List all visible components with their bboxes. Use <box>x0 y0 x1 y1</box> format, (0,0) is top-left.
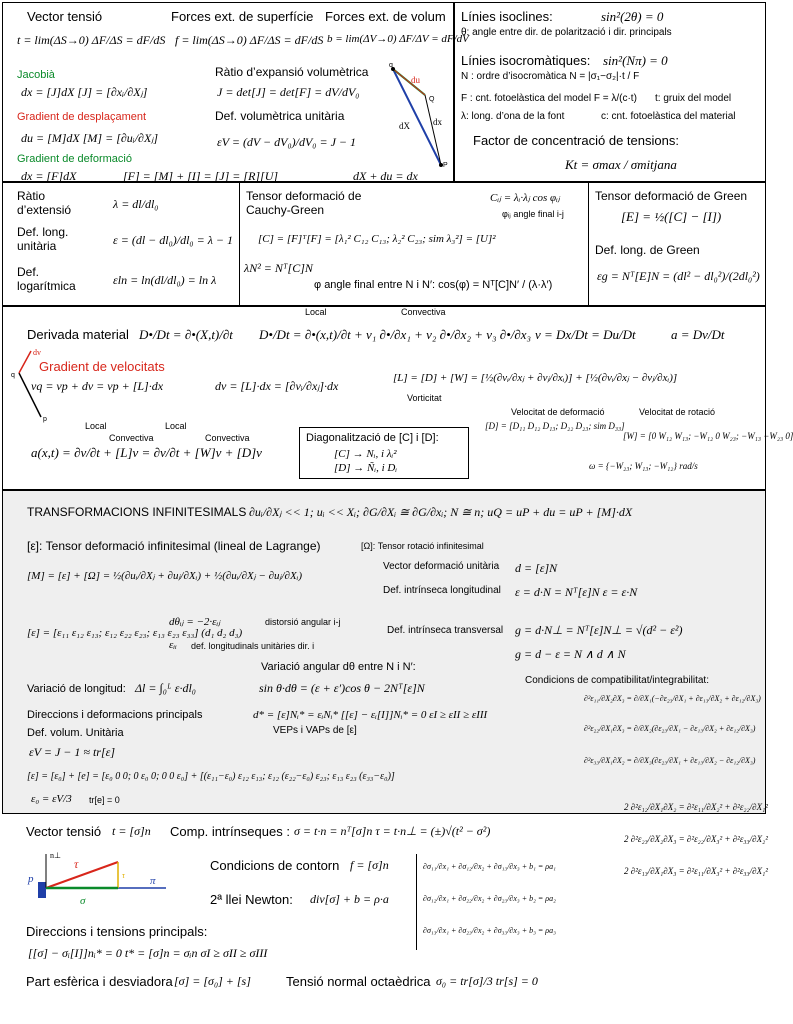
convectiva-label-1: Convectiva <box>401 307 446 317</box>
grad-desp-label: Gradient de desplaçament <box>17 111 147 123</box>
var-ang-eq: sin θ·dθ = (ε + ε′)cos θ − 2Nᵀ[ε]N <box>259 681 425 695</box>
newton-1: ∂σ₁₁/∂x₁ + ∂σ₁₂/∂x₂ + ∂σ₁₃/∂x₃ + b₁ = ρa₁ <box>423 862 556 871</box>
veps-label: VEPs i VAPs de [ε] <box>273 725 357 736</box>
lambda-desc: λ: long. d’ona de la font <box>461 111 565 122</box>
label-p: p <box>28 873 34 885</box>
diag-line-1: [C] → Nᵢ, i λᵢ² <box>334 448 397 460</box>
grad-def-eq2: [F] = [M] + [I] = [J] = [R][U] <box>123 169 279 183</box>
label-nperp: n⊥ <box>50 851 61 860</box>
isocromatiques-eq: sin²(Nπ) = 0 <box>603 53 668 68</box>
diag-p2: p <box>43 416 47 423</box>
isoclines-desc: θ: angle entre dir. de polarització i dir. principals <box>461 27 672 38</box>
grad-def-label: Gradient de deformació <box>17 153 132 165</box>
vector-tensio-label: Vector tensió <box>27 9 103 24</box>
eps-ii: εᵢᵢ <box>169 639 177 651</box>
der-spatial-eq: D•/Dt = ∂•(x,t)/∂t + v₁ ∂•/∂x₁ + v₂ ∂•/∂x₂ + v₃ ∂•/∂x₃ <box>259 327 532 342</box>
section-material-derivative <box>2 306 793 490</box>
grad-vel-label: Gradient de velocitats <box>39 359 165 374</box>
ratio-ext-eq: λ = dl/dl₀ <box>113 197 159 211</box>
def-green-eq: εg = Nᵀ[E]N = (dl² − dl₀²)/(2dl₀²) <box>597 269 760 283</box>
d-matrix: [D] = [D₁₁ D₁₂ D₁₃; D₂₂ D₂₃; sim D₃₃] <box>485 421 625 431</box>
isocromatiques-label: Línies isocromàtiques: <box>461 53 591 68</box>
phi-desc: φᵢⱼ angle final i-j <box>502 209 564 219</box>
diag-dx: dx <box>433 117 442 127</box>
section-photoelasticity <box>454 2 766 182</box>
section-stress <box>2 814 766 1022</box>
diag-p: P <box>443 162 448 169</box>
def-vol-u-label: Def. volum. Unitària <box>27 727 124 739</box>
sum-eq: dX + du = dx <box>353 169 418 183</box>
ratio-exp-label: Ràtio d’expansió volumètrica <box>215 65 369 79</box>
a-eq2: a(x,t) = ∂v/∂t + [L]v = ∂v/∂t + [W]v + [D]v <box>31 445 262 460</box>
stress-diagram <box>26 848 176 910</box>
convectiva-label-3: Convectiva <box>205 433 250 443</box>
newton-3: ∂σ₁₃/∂x₁ + ∂σ₂₃/∂x₂ + ∂σ₃₃/∂x₃ + b₃ = ρa₃ <box>423 926 556 935</box>
vec-tens-label: Vector tensió <box>26 824 102 839</box>
var-long-label: Variació de longitud: <box>27 683 126 695</box>
compat-4: 2 ∂²ε₁₂/∂X₁∂X₂ = ∂²ε₁₁/∂X₂² + ∂²ε₂₂/∂X₁² <box>624 802 768 812</box>
compat-5: 2 ∂²ε₂₃/∂X₂∂X₃ = ∂²ε₂₂/∂X₃² + ∂²ε₃₃/∂X₂² <box>624 834 768 844</box>
m-eq: [M] = [ε] + [Ω] = ½(∂uᵢ/∂Xⱼ + ∂uⱼ/∂Xᵢ) + ½(∂uᵢ/∂Xⱼ − ∂uⱼ/∂Xᵢ) <box>27 570 303 582</box>
f-desc: F : cnt. fotoelàstica del model F = λ/(c·t) <box>461 93 637 104</box>
forces-sup-label: Forces ext. de superfície <box>171 9 314 24</box>
omega-eq: ω = {−W₂₃; W₁₃; −W₁₂} rad/s <box>589 461 698 471</box>
eps-title: [ε]: Tensor deformació infinitesimal (lineal de Lagrange) <box>27 539 321 553</box>
g-eq: g = d − ε = N ∧ d ∧ N <box>515 647 626 661</box>
isoclines-label: Línies isoclines: <box>461 9 553 24</box>
diag-du: du <box>411 75 420 85</box>
tens-oct-eq: σ₀ = tr[σ]/3 tr[s] = 0 <box>436 974 538 988</box>
dir-def-label: Direccions i deformacions principals <box>27 709 203 721</box>
compat-3: ∂²ε₃₃/∂X₁∂X₂ = ∂/∂X₃(∂ε₂₃/∂X₁ + ∂ε₁₃/∂X₂ − ∂ε₁₂/∂X₃) <box>584 756 756 765</box>
def-vol-label: Def. volumètrica unitària <box>215 109 345 123</box>
diag-title: Diagonalització de [C] i [D]: <box>306 432 439 444</box>
dir-tens-eq: [[σ] − σᵢ[I]]nᵢ* = 0 t* = [σ]n = σᵢn σI ≥ σII ≥ σIII <box>28 946 268 960</box>
section-strain-measures <box>2 182 766 306</box>
phi-final: φ angle final entre N i N′: cos(φ) = Nᵀ[C]N′ / (λ·λ′) <box>314 279 553 291</box>
tre-eq: tr[e] = 0 <box>89 795 120 805</box>
a-eq: a = Dv/Dt <box>671 327 725 342</box>
diag-Q: Q <box>429 96 435 103</box>
l-eq: [L] = [D] + [W] = [½(∂vᵢ/∂xⱼ + ∂vⱼ/∂xᵢ)] + [½(∂vᵢ/∂xⱼ − ∂vⱼ/∂xᵢ)] <box>393 372 678 384</box>
def-int-trans-label: Def. intrínseca transversal <box>387 625 504 636</box>
du-vector <box>425 95 441 165</box>
compat-2: ∂²ε₂₂/∂X₁∂X₃ = ∂/∂X₂(∂ε₂₃/∂X₁ − ∂ε₁₃/∂X₂ + ∂ε₁₂/∂X₃) <box>584 724 756 733</box>
cij-eq: Cᵢⱼ = λᵢ·λⱼ cos φᵢⱼ <box>490 192 560 204</box>
part-esf-eq: [σ] = [σ₀] + [s] <box>174 974 251 988</box>
dX-line <box>393 69 425 95</box>
jacobia-label: Jacobià <box>17 69 55 81</box>
cauchy-green-box <box>239 183 589 305</box>
cond-cont-eq: f = [σ]n <box>350 858 389 872</box>
newton-2: ∂σ₁₂/∂x₁ + ∂σ₂₂/∂x₂ + ∂σ₂₃/∂x₃ + b₂ = ρa₂ <box>423 894 556 903</box>
dir-def-eq: d* = [ε]Nᵢ* = εᵢNᵢ* [[ε] − εᵢ[I]]Nᵢ* = 0 εI ≥ εII ≥ εIII <box>253 709 488 721</box>
label-sigma: σ <box>80 895 86 907</box>
dv-eq: dv = [L]·dx = [∂vᵢ/∂xⱼ]·dx <box>215 379 339 393</box>
decomp-eq: [ε] = [ε₀] + [e] = [ε₀ 0 0; 0 ε₀ 0; 0 0 ε₀] + [(ε₁₁−ε₀) ε₁₂ ε₁₃; ε₁₂ (ε₂₂−ε₀) ε₂₃; ε₁₃ ε₂₃ (ε₃₃−ε₀)] <box>27 771 395 782</box>
newton-label: 2ª llei Newton: <box>210 892 293 907</box>
compat-1: ∂²ε₁₁/∂X₂∂X₃ = ∂/∂X₁(−∂ε₂₃/∂X₁ + ∂ε₁₃/∂X₂ + ∂ε₁₂/∂X₃) <box>584 694 761 703</box>
ratio-ext-label: Ràtio d’extensió <box>17 189 72 217</box>
local-label-2: Local <box>85 421 107 431</box>
trans-inf-eq: ∂uᵢ/∂Xⱼ << 1; uᵢ << Xᵢ; ∂G/∂Xᵢ ≅ ∂G/∂xᵢ; N ≅ n; uQ = uP + du = uP + [M]·dX <box>249 505 633 519</box>
der-mat-label: Derivada material <box>27 327 129 342</box>
diag-dv: dv <box>33 348 41 357</box>
label-pi: π <box>150 875 156 887</box>
compat-label: Condicions de compatibilitat/integrabilitat: <box>525 675 709 686</box>
def-green-label: Def. long. de Green <box>595 243 700 257</box>
deformation-diagram <box>389 61 453 171</box>
cond-cont-label: Condicions de contorn <box>210 858 340 873</box>
w-matrix: [W] = [0 W₁₂ W₁₃; −W₁₂ 0 W₂₃; −W₁₃ −W₂₃ 0] <box>623 431 793 441</box>
trans-inf-label: TRANSFORMACIONS INFINITESIMALS <box>27 505 247 519</box>
def-int-trans-eq: g = d·N⊥ = Nᵀ[ε]N⊥ = √(d² − ε²) <box>515 623 683 637</box>
def-long-i-label: def. longitudinals unitàries dir. i <box>191 641 315 651</box>
omega-title: [Ω]: Tensor rotació infinitesimal <box>361 541 484 551</box>
v-eq: v = Dx/Dt = Du/Dt <box>535 327 636 342</box>
isoclines-eq: sin²(2θ) = 0 <box>601 9 664 24</box>
vec-def-eq: d = [ε]N <box>515 561 558 575</box>
dir-tens-label: Direccions i tensions principals: <box>26 924 208 939</box>
vector-tensio-eq: t = lim(ΔS→0) ΔF/ΔS = dF/dS <box>17 33 166 47</box>
jacobia-eq: dx = [J]dX [J] = [∂xᵢ/∂Xⱼ] <box>21 85 148 99</box>
tens-oct-label: Tensió normal octaèdrica <box>286 974 431 989</box>
surface-block <box>38 882 46 898</box>
distorsio-label: distorsió angular i-j <box>265 617 341 627</box>
def-long-label: Def. long. unitària <box>17 225 69 253</box>
part-esf-label: Part esfèrica i desviadora <box>26 974 173 989</box>
def-int-long-eq: ε = d·N = Nᵀ[ε]N ε = ε·N <box>515 585 638 599</box>
label-tau: τ <box>74 857 79 871</box>
dtheta-eq: dθᵢⱼ = −2·εᵢⱼ <box>169 616 221 628</box>
var-ang-label: Variació angular dθ entre N i N′: <box>261 661 416 673</box>
vorticitat-label: Vorticitat <box>407 393 442 403</box>
eps0-eq: ε₀ = εV/3 <box>31 793 72 805</box>
factor-eq: Kt = σmax / σmitjana <box>565 157 677 172</box>
newton-system <box>416 854 576 950</box>
def-long-eq: ε = (dl − dl₀)/dl₀ = λ − 1 <box>113 233 233 247</box>
def-vol-eq: εV = (dV − dV₀)/dV₀ = J − 1 <box>217 135 357 149</box>
def-log-label: Def. logarítmica <box>17 265 76 293</box>
grad-def-eq1: dx = [F]dX <box>21 169 77 183</box>
diag-line-2: [D] → Ñᵢ, i Dᵢ <box>334 462 398 474</box>
vel-rot-label: Velocitat de rotació <box>639 407 716 417</box>
factor-label: Factor de concentració de tensions: <box>473 133 679 148</box>
n-desc: N : ordre d’isocromàtica N = |σ₁−σ₂|·t / F <box>461 71 640 82</box>
lambda-n-eq: λN² = Nᵀ[C]N <box>244 261 313 275</box>
ratio-exp-eq: J = det[J] = det[F] = dV/dV₀ <box>217 85 360 99</box>
dv-arrow <box>19 351 31 373</box>
green-eq: [E] = ½([C] − [I]) <box>621 209 722 224</box>
convectiva-label-2: Convectiva <box>109 433 154 443</box>
var-long-eq: Δl = ∫₀ᴸ ε·dl₀ <box>135 681 196 695</box>
comp-int-label: Comp. intrínseques : <box>170 824 290 839</box>
der-mat-eq: D•/Dt = ∂•(X,t)/∂t <box>139 327 233 342</box>
local-label-3: Local <box>165 421 187 431</box>
compat-6: 2 ∂²ε₁₃/∂X₁∂X₃ = ∂²ε₁₁/∂X₃² + ∂²ε₃₃/∂X₁² <box>624 866 768 876</box>
grad-desp-eq: du = [M]dX [M] = [∂uᵢ/∂Xⱼ] <box>21 131 159 145</box>
forces-vol-eq: b = lim(ΔV→0) ΔF/ΔV = dF/dV <box>327 33 469 45</box>
diagonalization-box <box>299 427 469 479</box>
label-tau-small: τ <box>122 871 125 880</box>
eps-matrix: [ε] = [ε₁₁ ε₁₂ ε₁₃; ε₁₂ ε₂₂ ε₂₃; ε₁₃ ε₂₃ ε₃₃] (d₁ d₂ d₃) <box>27 627 243 639</box>
forces-sup-eq: f = lim(ΔS→0) ΔF/ΔS = dF/dS <box>175 33 324 47</box>
diag-q: q <box>389 62 393 69</box>
section-kinematics <box>2 2 469 183</box>
def-log-eq: εln = ln(dl/dl₀) = ln λ <box>113 273 217 287</box>
def-int-long-label: Def. intrínseca longitudinal <box>383 585 501 596</box>
def-vol-u-eq: εV = J − 1 ≈ tr[ε] <box>29 745 116 759</box>
vq-eq: vq = vp + dv = vp + [L]·dx <box>31 379 164 393</box>
newton-eq: div[σ] + b = ρ·a <box>310 892 389 906</box>
t-desc: t: gruix del model <box>655 93 732 104</box>
cauchy-eq: [C] = [F]ᵀ[F] = [λ₁² C₁₂ C₁₃; λ₂² C₂₃; sim λ₃²] = [U]² <box>258 233 496 245</box>
vel-def-label: Velocitat de deformació <box>511 407 605 417</box>
local-label-1: Local <box>305 307 327 317</box>
diag-dX: dX <box>399 121 410 131</box>
comp-int-eq: σ = t·n = nᵀ[σ]n τ = t·n⊥ = (±)√(t² − σ²) <box>294 824 491 838</box>
diag-q2: q <box>11 372 15 379</box>
c-desc: c: cnt. fotoelàstica del material <box>601 111 736 122</box>
green-label: Tensor deformació de Green <box>595 189 748 203</box>
vec-tens-eq: t = [σ]n <box>112 824 151 838</box>
cauchy-label: Tensor deformació de Cauchy-Green <box>246 189 362 217</box>
forces-vol-label: Forces ext. de volum <box>325 9 446 24</box>
t-vector <box>46 862 118 888</box>
vec-def-label: Vector deformació unitària <box>383 561 500 572</box>
